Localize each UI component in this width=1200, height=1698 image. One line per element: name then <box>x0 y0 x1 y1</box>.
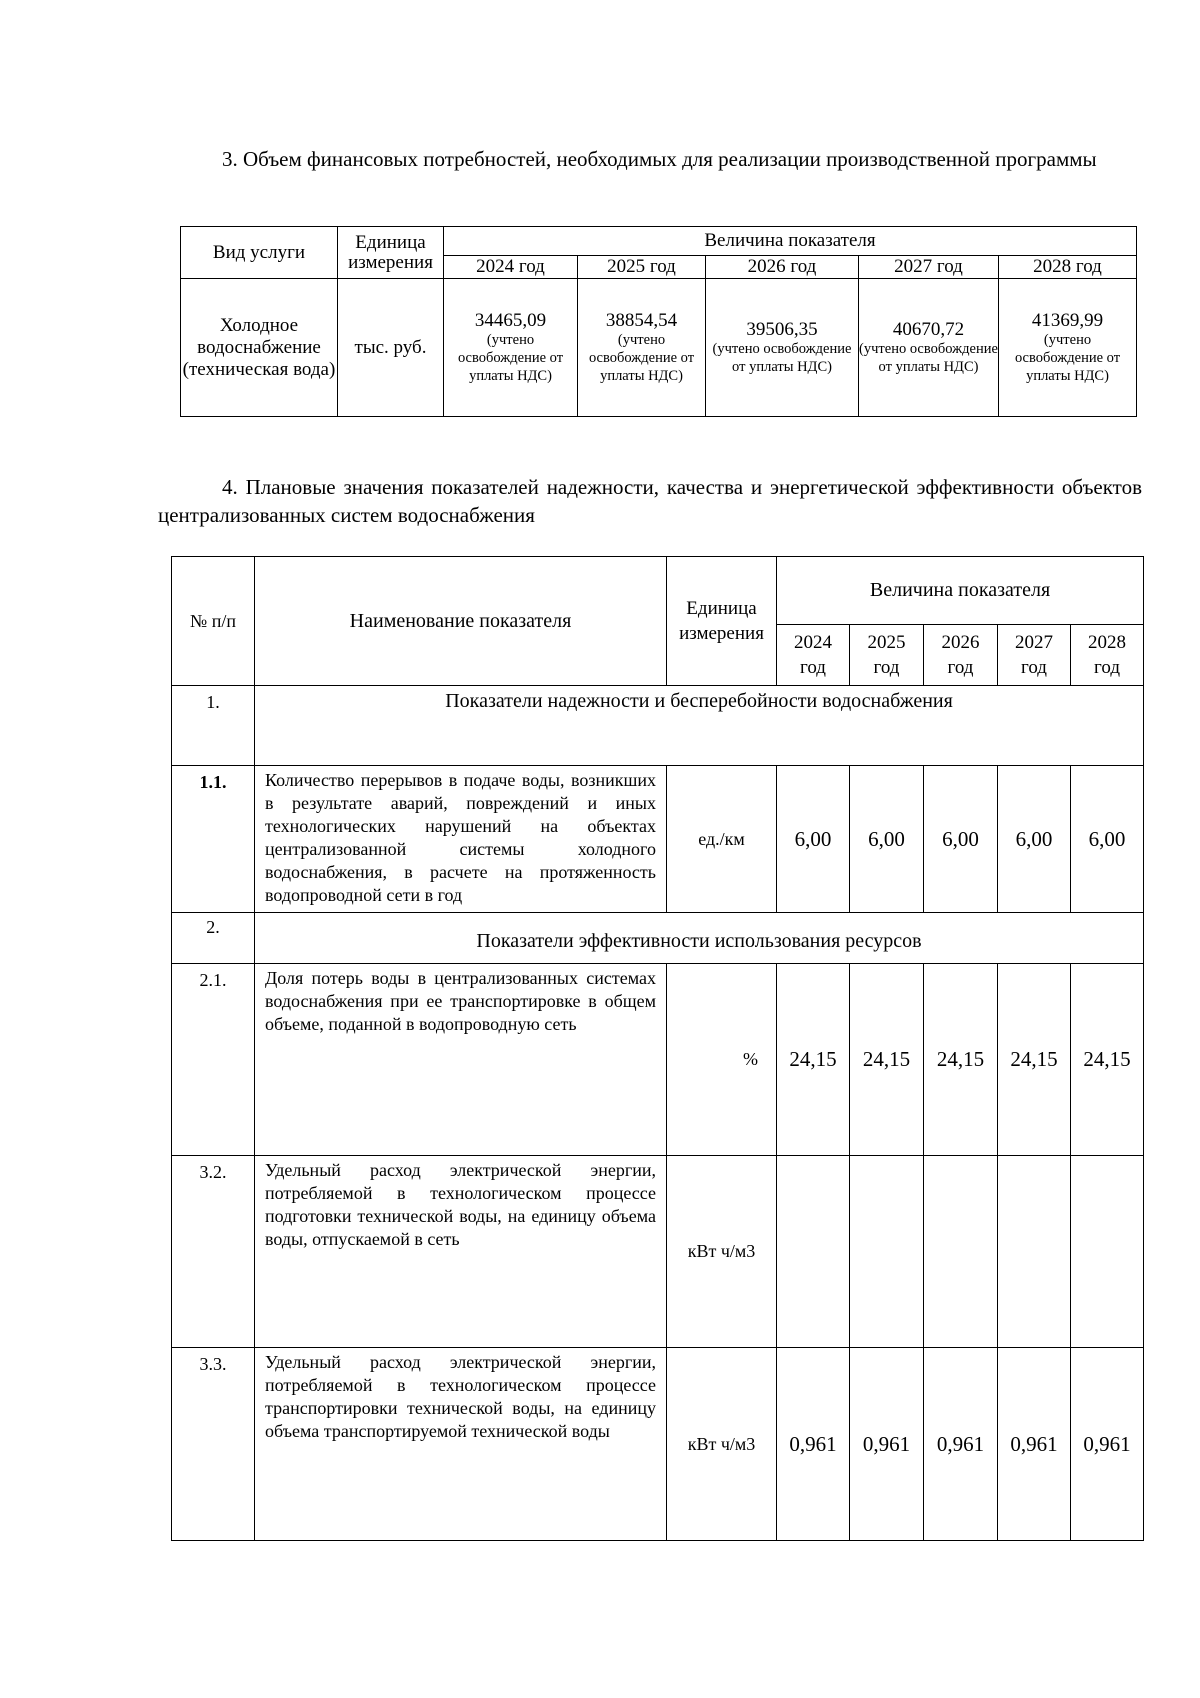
header-year <box>924 625 998 686</box>
header-year <box>777 625 850 686</box>
value-note: (учтено освобождение от уплаты НДС) <box>712 340 852 375</box>
value-note: (учтено освобождение от уплаты НДС) <box>457 331 564 384</box>
header-value: Величина показателя <box>444 227 1137 256</box>
indicator-value: 0,961 <box>850 1348 924 1541</box>
indicator-value: 0,961 <box>1071 1348 1144 1541</box>
indicator-unit: ед./км <box>667 766 777 913</box>
header-year: 2026 год <box>706 256 859 279</box>
header-year: 2025 год <box>578 256 706 279</box>
year-suffix: год <box>873 657 900 678</box>
row-num: 2.1. <box>172 964 255 1156</box>
financial-needs-table <box>180 226 1137 417</box>
value-cell <box>706 279 859 417</box>
table-row <box>172 1348 1144 1541</box>
value-note: (учтено освобождение от уплаты НДС) <box>1014 331 1121 384</box>
table-row <box>172 964 1144 1156</box>
value-note: (учтено освобождение от уплаты НДС) <box>588 331 695 384</box>
indicator-value: 24,15 <box>777 964 850 1156</box>
section-4-text: Плановые значения показателей надежности, качества и энергетической эффективности объектов централизованных систем водоснабжения <box>158 475 1142 527</box>
year-suffix: год <box>1094 657 1120 678</box>
header-value: Величина показателя <box>777 557 1144 625</box>
indicator-value: 0,961 <box>998 1348 1071 1541</box>
year-number: 2028 <box>1088 632 1127 653</box>
value-amount: 38854,54 <box>605 309 678 331</box>
section-num: 1. <box>172 686 255 766</box>
year-number: 2026 <box>941 632 980 653</box>
section-3-number: 3. <box>222 147 238 171</box>
indicator-value: 24,15 <box>1071 964 1144 1156</box>
indicator-value: 0,961 <box>777 1348 850 1541</box>
section-title: Показатели эффективности использования ресурсов <box>255 913 1144 964</box>
value-amount: 34465,09 <box>474 309 547 331</box>
table-row <box>172 1156 1144 1348</box>
service-name: Холодное водоснабжение (техническая вода) <box>181 279 338 417</box>
indicator-unit: кВт ч/м3 <box>667 1348 777 1541</box>
indicator-value: 6,00 <box>924 766 998 913</box>
indicator-value: 24,15 <box>998 964 1071 1156</box>
indicator-value: 0,961 <box>924 1348 998 1541</box>
indicator-name: Удельный расход электрической энергии, потребляемой в технологическом процессе подготовки технической воды, на единицу объема воды, отпускаемой в сеть <box>255 1156 667 1348</box>
header-year <box>998 625 1071 686</box>
value-amount: 41369,99 <box>1031 309 1104 331</box>
indicator-value-empty <box>1071 1156 1144 1348</box>
value-cell <box>859 279 999 417</box>
value-note: (учтено освобождение от уплаты НДС) <box>859 340 998 375</box>
value-cell <box>578 279 706 417</box>
header-year <box>850 625 924 686</box>
indicator-unit: % <box>667 964 777 1156</box>
indicator-value-empty <box>850 1156 924 1348</box>
year-suffix: год <box>800 657 826 678</box>
row-num: 1.1. <box>172 766 255 913</box>
header-unit: Единица измерения <box>338 227 444 279</box>
value-amount: 39506,35 <box>746 318 818 340</box>
indicators-table <box>171 556 1144 1541</box>
row-num: 3.2. <box>172 1156 255 1348</box>
header-year: 2024 год <box>444 256 578 279</box>
header-year: 2027 год <box>859 256 999 279</box>
header-indicator-name: Наименование показателя <box>255 557 667 686</box>
indicator-name: Доля потерь воды в централизованных системах водоснабжения при ее транспортировке в общем объеме, поданной в водопроводную сеть <box>255 964 667 1156</box>
year-number: 2025 <box>867 632 906 653</box>
row-num: 3.3. <box>172 1348 255 1541</box>
header-year <box>1071 625 1144 686</box>
indicator-value-empty <box>998 1156 1071 1348</box>
service-unit: тыс. руб. <box>338 279 444 417</box>
indicator-value-empty <box>777 1156 850 1348</box>
header-year: 2028 год <box>999 256 1137 279</box>
section-4-number: 4. <box>222 475 238 499</box>
indicator-name: Количество перерывов в подаче воды, возникших в результате аварий, повреждений и иных технологических нарушений на объектах централизованной системы холодного водоснабжения, в расчете на протяженность водопроводной сети в год <box>255 766 667 913</box>
value-cell <box>999 279 1137 417</box>
indicator-value-empty <box>924 1156 998 1348</box>
value-cell <box>444 279 578 417</box>
header-num: № п/п <box>172 557 255 686</box>
section-num: 2. <box>172 913 255 964</box>
indicator-value: 6,00 <box>998 766 1071 913</box>
section-3-text: Объем финансовых потребностей, необходимых для реализации производственной программы <box>243 147 1097 171</box>
table-row <box>172 766 1144 913</box>
indicator-value: 24,15 <box>850 964 924 1156</box>
indicator-value: 6,00 <box>850 766 924 913</box>
year-suffix: год <box>947 657 974 678</box>
value-amount: 40670,72 <box>892 318 965 340</box>
year-number: 2024 <box>794 632 832 653</box>
year-number: 2027 <box>1015 632 1053 653</box>
section-4-heading <box>158 473 1142 529</box>
header-unit: Единица измерения <box>667 557 777 686</box>
year-suffix: год <box>1021 657 1047 678</box>
header-service-type: Вид услуги <box>181 227 338 279</box>
section-title: Показатели надежности и бесперебойности водоснабжения <box>255 686 1144 766</box>
indicator-name: Удельный расход электрической энергии, потребляемой в технологическом процессе транспортировки технической воды, на единицу объема транспортируемой технической воды <box>255 1348 667 1541</box>
indicator-unit: кВт ч/м3 <box>667 1156 777 1348</box>
section-3-heading <box>158 145 1142 173</box>
indicator-value: 6,00 <box>1071 766 1144 913</box>
indicator-value: 6,00 <box>777 766 850 913</box>
indicator-value: 24,15 <box>924 964 998 1156</box>
